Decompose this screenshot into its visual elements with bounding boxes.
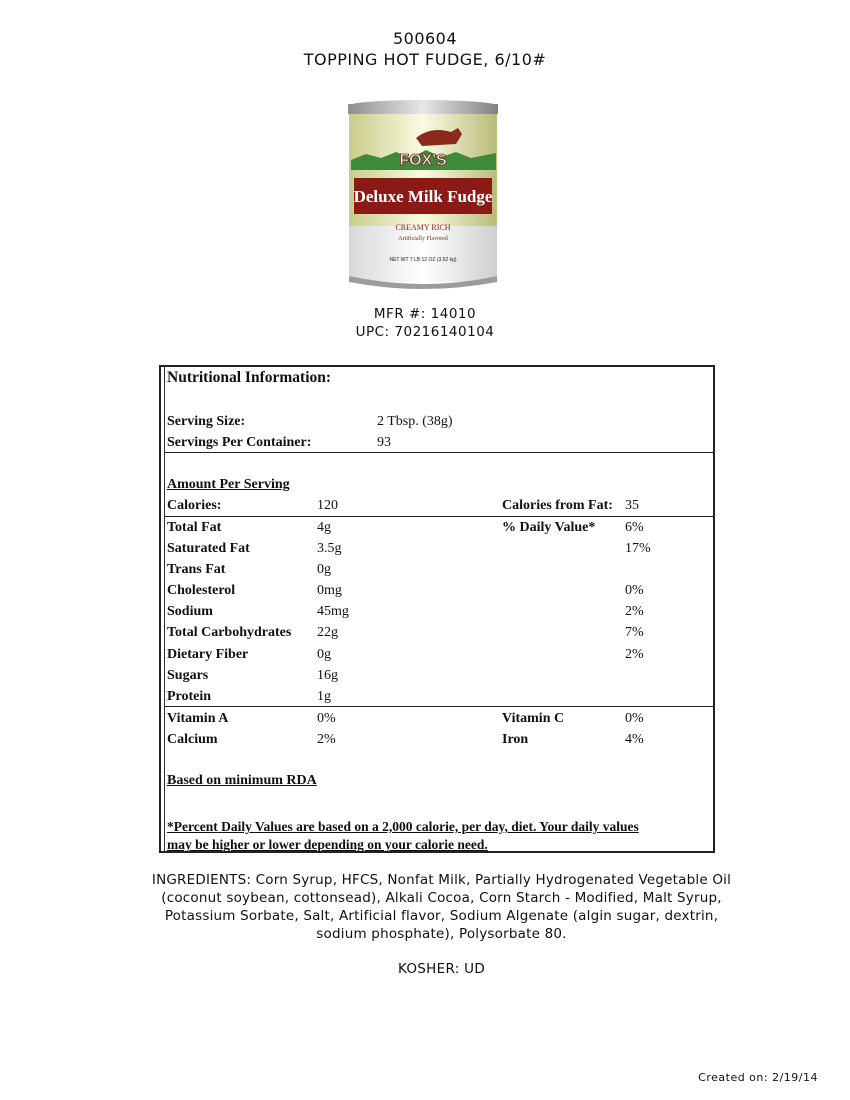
vitamin-value: 2% — [317, 732, 336, 747]
vitamin-value: 0% — [317, 711, 336, 726]
svg-text:FOX'S: FOX'S — [399, 152, 447, 169]
nutrient-label: Total Carbohydrates — [167, 625, 292, 640]
divider — [164, 452, 713, 453]
product-image — [346, 98, 500, 290]
nutrient-dv: 7% — [625, 625, 644, 640]
nutrient-amount: 1g — [317, 689, 331, 704]
upc-code: UPC: 70216140104 — [355, 324, 495, 340]
vitamin-label: Calcium — [167, 732, 218, 747]
product-title: TOPPING HOT FUDGE, 6/10# — [303, 50, 547, 69]
nutrient-label: Total Fat — [167, 520, 222, 535]
divider — [164, 706, 713, 707]
nutrient-dv: 2% — [625, 647, 644, 662]
vitamin-label: Vitamin C — [502, 711, 565, 726]
amount-per-serving: Amount Per Serving — [167, 477, 290, 492]
created-date: Created on: 2/19/14 — [698, 1071, 818, 1084]
calories-from-fat-value: 35 — [625, 498, 639, 513]
footnote-line-1: *Percent Daily Values are based on a 2,000 calorie, per day, diet. Your daily values — [167, 819, 639, 834]
daily-value-label: % Daily Value* — [502, 520, 596, 535]
fudge-can-image — [346, 98, 500, 290]
vitamin-value: 0% — [625, 711, 644, 726]
kosher-info: KOSHER: UD — [397, 961, 486, 977]
vitamin-label: Iron — [502, 732, 529, 747]
nutrient-dv: 2% — [625, 604, 644, 619]
serving-size-label: Serving Size: — [167, 414, 246, 429]
nutrient-dv: 0% — [625, 583, 644, 598]
servings-label: Servings Per Container: — [167, 435, 312, 450]
product-code: 500604 — [392, 29, 458, 48]
svg-text:CREAMY RICH: CREAMY RICH — [395, 223, 451, 232]
svg-text:NET WT 7 LB 12 OZ (3.52 kg): NET WT 7 LB 12 OZ (3.52 kg) — [389, 257, 457, 263]
nutrient-amount: 22g — [317, 625, 338, 640]
nutrient-amount: 0g — [317, 647, 331, 662]
nutrient-label: Protein — [167, 689, 212, 704]
nutrient-label: Sugars — [167, 668, 209, 683]
nutrient-label: Trans Fat — [167, 562, 226, 577]
panel-border — [164, 367, 165, 851]
nutrient-label: Dietary Fiber — [167, 647, 249, 662]
nutrient-amount: 4g — [317, 520, 331, 535]
nutrient-label: Cholesterol — [167, 583, 236, 598]
nutrition-panel — [159, 365, 715, 853]
servings-value: 93 — [377, 435, 391, 450]
vitamin-value: 4% — [625, 732, 644, 747]
calories-value: 120 — [317, 498, 338, 513]
nutrient-amount: 3.5g — [317, 541, 342, 556]
vitamin-label: Vitamin A — [167, 711, 229, 726]
nutrient-amount: 0g — [317, 562, 331, 577]
nutrient-dv: 6% — [625, 520, 644, 535]
calories-from-fat-label: Calories from Fat: — [502, 498, 613, 513]
nutrient-label: Saturated Fat — [167, 541, 250, 556]
nutrient-label: Sodium — [167, 604, 213, 619]
nutrition-heading: Nutritional Information: — [167, 369, 332, 386]
svg-text:Artificially Flavored: Artificially Flavored — [398, 236, 448, 242]
nutrient-dv: 17% — [625, 541, 651, 556]
ingredients-text: INGREDIENTS: Corn Syrup, HFCS, Nonfat Milk, Partially Hydrogenated Vegetable Oil (coconut soybean, cottonsead), Alkali Cocoa, Corn Starch - Modified, Malt Syrup, Potassium Sorbate, Salt, Artificial flavor, Sodium Algenate (algin sugar, dextrin, sodium phosphate), Polysorbate 80. — [151, 872, 732, 942]
rda-note: Based on minimum RDA — [167, 773, 317, 788]
nutrient-amount: 45mg — [317, 604, 349, 619]
divider — [164, 516, 713, 517]
svg-text:Deluxe Milk Fudge: Deluxe Milk Fudge — [353, 187, 493, 206]
nutrient-amount: 0mg — [317, 583, 342, 598]
nutrient-amount: 16g — [317, 668, 338, 683]
page-header — [0, 28, 850, 70]
footnote-line-2: may be higher or lower depending on your calorie need. — [167, 837, 488, 852]
mfr-number: MFR #: 14010 — [373, 306, 477, 322]
calories-label: Calories: — [167, 498, 222, 513]
serving-size-value: 2 Tbsp. (38g) — [377, 414, 453, 429]
product-identifiers — [0, 305, 850, 341]
